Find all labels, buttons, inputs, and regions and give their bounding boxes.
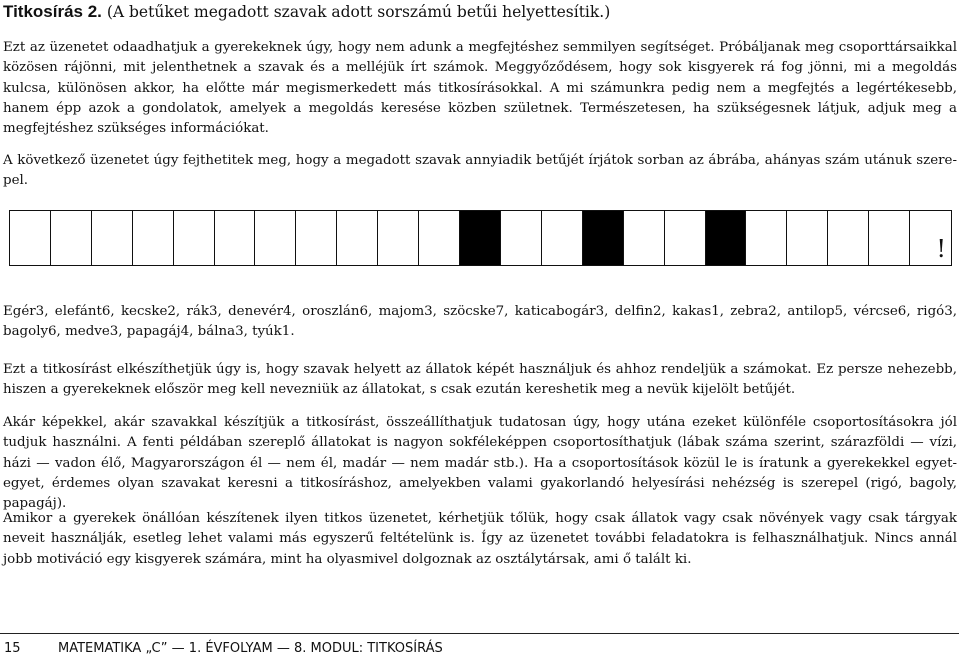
- grid-cell[interactable]: [296, 211, 337, 265]
- title-note: (A betűket megadott szavak adott sorszámú betűi helyettesítik.): [106, 3, 611, 21]
- paragraph-grouping: Akár képekkel, akár szavakkal készítjük a titkosírást, összeállíthatjuk tudatosan úgy, hogy utána ezeket különféle csoportosításokra jól tudjuk használni. A fenti példában szereplő állatokat is nagyon sokféleképpen csoportosíthatjuk (lábak száma szerint, szárazföldi — vízi, házi — vadon élő, Magyarországon él — nem él, madár — nem madár stb.). Ha a csoportosítások közül le is íratunk a gyerekekkel egyet-egyet, érdemes olyan szavakat keresni a titkosíráshoz, amelyekben valami gyakorlandó helyesírási nehézség is szerepel (rigó, bagoly, papagáj).: [3, 415, 957, 512]
- grid-cell[interactable]: [215, 211, 256, 265]
- grid-cell[interactable]: [337, 211, 378, 265]
- grid-cell-separator: [460, 211, 501, 265]
- grid-cell[interactable]: [255, 211, 296, 265]
- grid-cell[interactable]: [501, 211, 542, 265]
- grid-cell[interactable]: [51, 211, 92, 265]
- grid-cell[interactable]: [133, 211, 174, 265]
- grid-cell[interactable]: [542, 211, 583, 265]
- footer-divider: [0, 633, 959, 634]
- grid-cell-final[interactable]: [910, 211, 951, 265]
- cipher-answer-grid: [9, 210, 952, 266]
- grid-cell[interactable]: [787, 211, 828, 265]
- exclamation-mark: !: [936, 235, 946, 263]
- grid-cell[interactable]: [378, 211, 419, 265]
- page-number: 15: [4, 641, 21, 656]
- grid-cell-separator: [706, 211, 747, 265]
- grid-cell[interactable]: [828, 211, 869, 265]
- grid-cell[interactable]: [174, 211, 215, 265]
- grid-cell[interactable]: [665, 211, 706, 265]
- paragraph-pictures: Ezt a titkosírást elkészíthetjük úgy is, hogy szavak helyett az állatok képét használjuk és ahhoz rendeljük a számokat. Ez persze nehezebb, hiszen a gyerekeknek először meg kell nevezniük az állatokat, s csak ezután kereshetik meg a nevük kijelölt betűjét.: [3, 362, 957, 398]
- paragraph-own-messages: Amikor a gyerekek önállóan készítenek ilyen titkos üzenetet, kérhetjük tőlük, hogy csak állatok vagy csak növények vagy csak tárgyak neveit használják, esetleg lehet valami más egyszerű feltételünk is. Így az üzenetet további feladatokra is felhasználhatjuk. Nincs annál jobb motiváció egy kisgyerek számára, mint ha olyasmivel dolgoznak az osztálytársak, ami ő talált ki.: [3, 511, 957, 567]
- paragraph-intro: Ezt az üzenetet odaadhatjuk a gyerekeknek úgy, hogy nem adunk a megfejtéshez semmilyen segítséget. Próbáljanak meg csoporttársaikkal közösen rájönni, mit jelenthetnek a szavak és a melléjük írt számok. Meggyőződésem, hogy sok kisgyerek rá fog jönni, mi a megoldás kulcsa, különösen akkor, ha előtte már megismerkedett más titkosírásokkal. A mi számunkra pedig nem a megfejtés a legértékesebb, hanem épp azok a gondolatok, amelyek a megoldás keresése közben születnek. Természetesen, ha szükségesnek látjuk, adjuk meg a megfejtéshez szükséges információkat.: [3, 40, 957, 137]
- paragraph-instruction: A következő üzenetet úgy fejthetitek meg, hogy a megadott szavak annyiadik betűjét írjátok sorban az ábrába, ahányas szám utánuk szerepel.: [3, 153, 957, 189]
- running-title: MATEMATIKA „C” — 1. ÉVFOLYAM — 8. MODUL: TITKOSÍRÁS: [58, 641, 443, 656]
- page-title: [3, 2, 610, 22]
- grid-cell[interactable]: [10, 211, 51, 265]
- grid-cell[interactable]: [746, 211, 787, 265]
- grid-cell[interactable]: [869, 211, 910, 265]
- paragraph-word-list: Egér3, elefánt6, kecske2, rák3, denevér4, oroszlán6, majom3, szöcske7, katicabogár3, delfin2, kakas1, zebra2, antilop5, vércse6, rigó3, bagoly6, medve3, papagáj4, bálna3, tyúk1.: [3, 304, 957, 340]
- grid-cell-separator: [583, 211, 624, 265]
- grid-cell[interactable]: [419, 211, 460, 265]
- grid-cell[interactable]: [92, 211, 133, 265]
- title-main: Titkosírás 2.: [3, 2, 102, 21]
- grid-cell[interactable]: [624, 211, 665, 265]
